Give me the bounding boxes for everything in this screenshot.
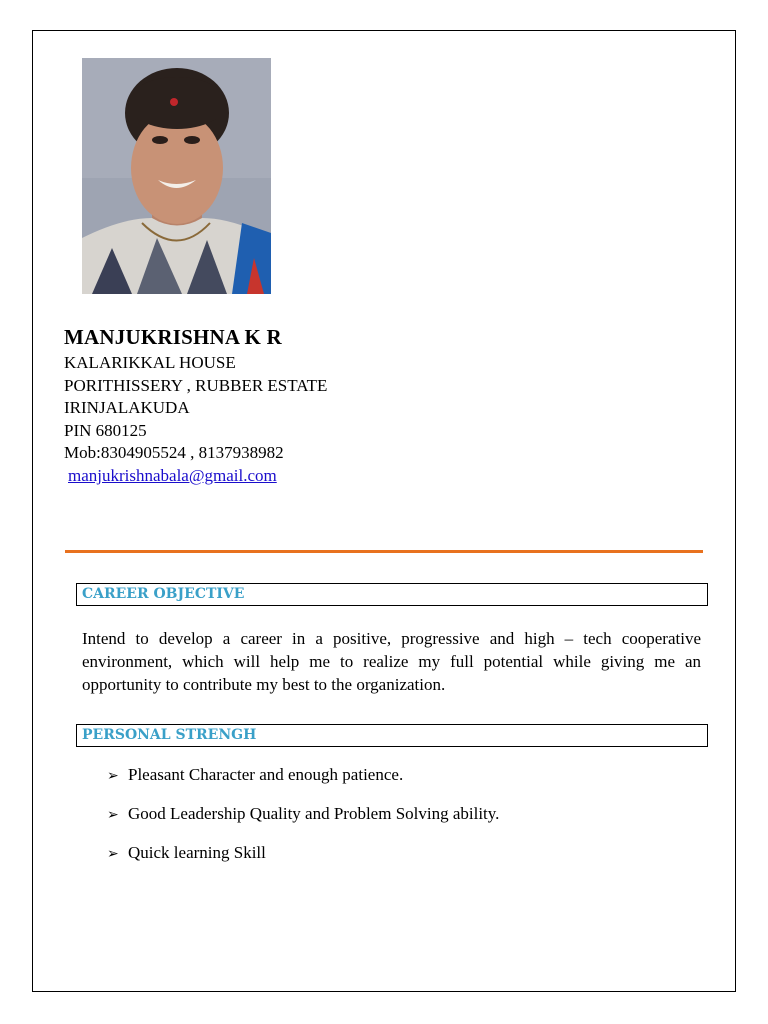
strength-item-text: Pleasant Character and enough patience. [128,765,404,784]
address-line-2: PORITHISSERY , RUBBER ESTATE [64,376,328,395]
mobile-numbers: Mob:8304905524 , 8137938982 [64,443,284,462]
arrowhead-bullet-icon: ➢ [107,808,119,823]
strength-item-text: Good Leadership Quality and Problem Solving ability. [128,804,500,823]
career-objective-text: Intend to develop a career in a positive, progressive and high – tech cooperative environment, which will help me to realize my full potential while giving me an opportunity to contribute my best to the organization. [82,629,701,694]
strength-item [107,765,403,785]
orange-divider [65,550,703,553]
candidate-name: MANJUKRISHNA K R [64,325,282,349]
address-line-1: KALARIKKAL HOUSE [64,353,236,372]
email-link[interactable]: manjukrishnabala@gmail.com [68,466,277,485]
strength-item-text: Quick learning Skill [128,843,266,862]
personal-strength-heading: PERSONAL STRENGH [76,724,708,747]
address-line-3: IRINJALAKUDA [64,398,190,417]
strength-item [107,843,266,863]
pin-code: PIN 680125 [64,421,147,440]
profile-photo [82,58,271,294]
arrowhead-bullet-icon: ➢ [107,769,119,784]
career-objective-heading: CAREER OBJECTIVE [76,583,708,606]
strength-item [107,804,499,824]
arrowhead-bullet-icon: ➢ [107,847,119,862]
